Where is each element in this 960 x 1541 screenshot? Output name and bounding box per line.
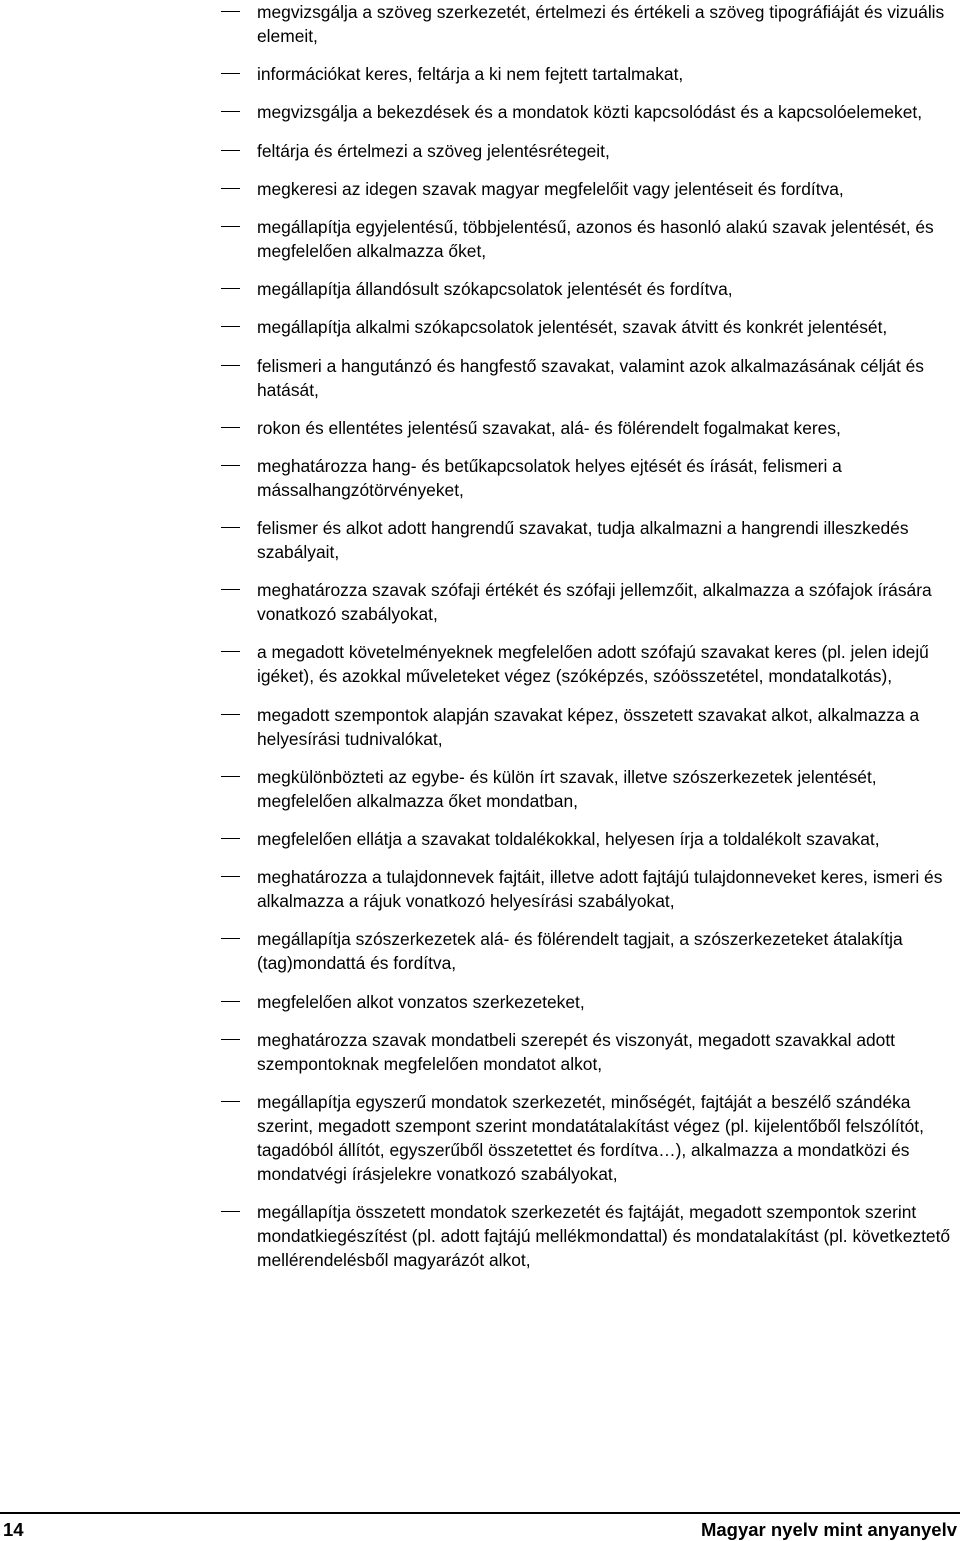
list-item-text: megállapítja állandósult szókapcsolatok jelentését és fordítva, [257,279,733,300]
list-item [0,139,960,163]
list-item [0,578,960,626]
dash-bullet-icon [221,73,240,74]
list-item-text: megfelelően alkot vonzatos szerkezeteket, [257,991,585,1012]
list-item [0,1090,960,1186]
list-item-text: megkeresi az idegen szavak magyar megfelelőit vagy jelentéseit és fordítva, [257,178,844,199]
dash-bullet-icon [221,288,240,289]
list-item-text: megvizsgálja a szöveg szerkezetét, értelmezi és értékeli a szöveg tipográfiáját és vizuális elemeit, [257,2,945,46]
dash-bullet-icon [221,188,240,189]
list-item-text: megállapítja szószerkezetek alá- és fölérendelt tagjait, a szószerkezeteket átalakítja (tag)mondattá és fordítva, [257,929,903,974]
dash-bullet-icon [221,226,240,227]
dash-bullet-icon [221,365,240,366]
list-item-text: feltárja és értelmezi a szöveg jelentésrétegeit, [257,140,610,161]
list-item [0,100,960,124]
dash-bullet-icon [221,838,240,839]
list-item-text: megállapítja alkalmi szókapcsolatok jelentését, szavak átvitt és konkrét jelentését, [257,317,888,338]
list-item-text: megállapítja egyjelentésű, többjelentésű, azonos és hasonló alakú szavak jelentését, és megfelelően alkalmazza őket, [257,216,934,261]
document-title: Magyar nyelv mint anyanyelv [700,1519,957,1540]
dash-bullet-icon [221,150,240,151]
list-item [0,416,960,440]
dash-bullet-icon [221,527,240,528]
list-item [0,0,960,48]
footer-rule [0,1512,960,1514]
list-item [0,765,960,813]
dash-bullet-icon [221,876,240,877]
list-item-text: meghatározza hang- és betűkapcsolatok helyes ejtését és írását, felismeri a mássalhangzótörvényeket, [257,455,842,500]
dash-bullet-icon [221,111,240,112]
page-footer [0,1512,960,1541]
list-item-text: meghatározza a tulajdonnevek fajtáit, illetve adott fajtájú tulajdonneveket keres, ismeri és alkalmazza a rájuk vonatkozó helyesírási szabályokat, [257,867,943,912]
list-item-text: megállapítja összetett mondatok szerkezetét és fajtáját, megadott szempontok szerint mondatkiegészítést (pl. adott fajtájú mellékmondattal) és mondatalakítást (pl. következtető mellérendelésből magyarázót alkot, [257,1202,951,1271]
list-item-text: megkülönbözteti az egybe- és külön írt szavak, illetve szószerkezetek jelentését, megfelelően alkalmazza őket mondatban, [257,766,877,811]
list-item [0,640,960,688]
list-item-text: a megadott követelményeknek megfelelően adott szófajú szavakat keres (pl. jelen idejű igéket), és azokkal műveleteket végez (szóképzés, szóösszetétel, mondatalkotás), [257,642,929,687]
list-item-text: meghatározza szavak mondatbeli szerepét és viszonyát, megadott szavakkal adott szempontoknak megfelelően mondatot alkot, [257,1029,895,1074]
dash-bullet-icon [221,326,240,327]
list-item [0,62,960,86]
list-item [0,865,960,913]
list-item [0,215,960,263]
list-item [0,827,960,851]
list-item [0,703,960,751]
list-item-text: megállapítja egyszerű mondatok szerkezetét, minőségét, fajtáját a beszélő szándéka szerint, megadott szempont szerint mondatátalakítást végez (pl. kijelentőből felszólítót, tagadóból állítót, egyszerűből összetettet és fordítva…), alkalmazza a mondatközi és mondatvégi írásjelekre vonatkozó szabályokat, [257,1091,924,1184]
list-item [0,516,960,564]
dash-bullet-icon [221,1211,240,1212]
list-item [0,454,960,502]
dash-bullet-icon [221,714,240,715]
list-item [0,1028,960,1076]
list-item [0,354,960,402]
list-item-text: információkat keres, feltárja a ki nem fejtett tartalmakat, [257,64,684,85]
list-item-text: felismer és alkot adott hangrendű szavakat, tudja alkalmazni a hangrendi illeszkedés szabályait, [257,518,909,563]
dash-bullet-icon [221,938,240,939]
list-item [0,277,960,301]
list-item [0,1200,960,1272]
list-item [0,990,960,1014]
dash-bullet-icon [221,1039,240,1040]
dash-bullet-icon [221,11,240,12]
dash-bullet-icon [221,427,240,428]
dash-bullet-icon [221,1101,240,1102]
dash-bullet-icon [221,1001,240,1002]
dash-bullet-icon [221,589,240,590]
list-item-text: meghatározza szavak szófaji értékét és szófaji jellemzőit, alkalmazza a szófajok írására vonatkozó szabályokat, [257,580,932,625]
page-number: 14 [3,1519,24,1540]
list-item [0,927,960,975]
list-item-text: megfelelően ellátja a szavakat toldalékokkal, helyesen írja a toldalékolt szavakat, [257,829,880,849]
list-item-text: felismeri a hangutánzó és hangfestő szavakat, valamint azok alkalmazásának célját és hatását, [257,355,925,400]
dash-bullet-icon [221,465,240,466]
list-item [0,177,960,201]
list-item-text: megvizsgálja a bekezdések és a mondatok közti kapcsolódást és a kapcsolóelemeket, [257,102,923,123]
list-item [0,315,960,339]
list-item-text: rokon és ellentétes jelentésű szavakat, alá- és fölérendelt fogalmakat keres, [257,417,841,438]
dash-bullet-icon [221,776,240,777]
list-item-text: megadott szempontok alapján szavakat képez, összetett szavakat alkot, alkalmazza a helyesírási tudnivalókat, [257,704,920,749]
dash-bullet-icon [221,651,240,652]
